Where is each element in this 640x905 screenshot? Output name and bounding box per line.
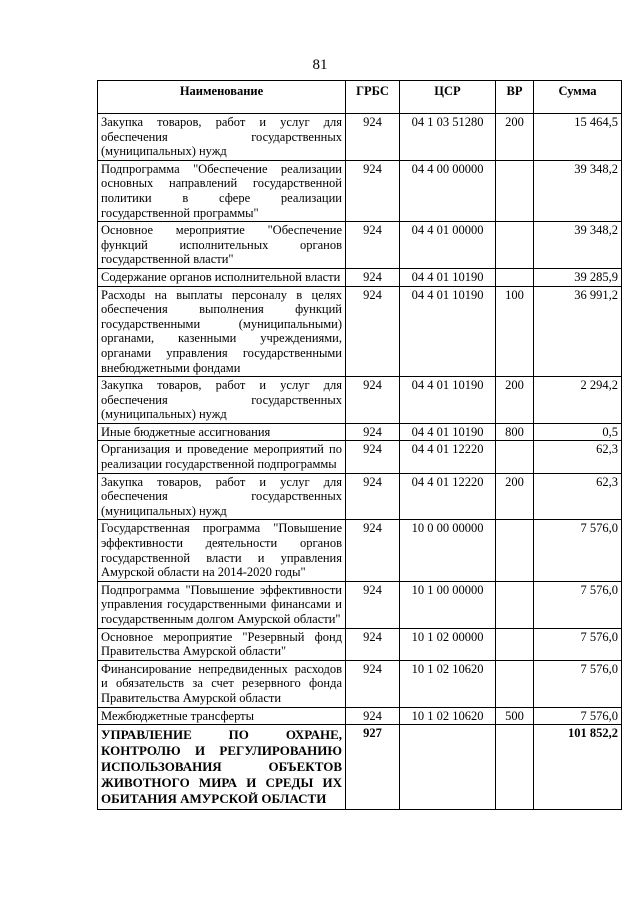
row-vr-cell: 800 [496, 423, 534, 441]
row-sum-cell: 62,3 [534, 441, 622, 473]
header-csr: ЦСР [400, 81, 496, 114]
row-grbs-cell: 924 [346, 377, 400, 424]
row-grbs-cell: 924 [346, 473, 400, 520]
row-name-cell: Основное мероприятие "Обеспечение функций исполнительных органов государственной власти" [98, 222, 346, 269]
row-grbs-cell: 924 [346, 628, 400, 660]
row-name-cell: Закупка товаров, работ и услуг для обеспечения государственных (муниципальных) нужд [98, 473, 346, 520]
table-row [98, 286, 622, 377]
row-vr-cell: 200 [496, 377, 534, 424]
header-grbs: ГРБС [346, 81, 400, 114]
row-vr-cell [496, 520, 534, 581]
table-row [98, 441, 622, 473]
table-row [98, 268, 622, 286]
table-row [98, 628, 622, 660]
row-sum-cell: 2 294,2 [534, 377, 622, 424]
row-csr-cell: 04 4 01 12220 [400, 441, 496, 473]
row-sum-cell: 7 576,0 [534, 581, 622, 628]
row-name-cell: Финансирование непредвиденных расходов и обязательств за счет резервного фонда Правительства Амурской области [98, 660, 346, 707]
header-vr: ВР [496, 81, 534, 114]
row-vr-cell: 500 [496, 707, 534, 725]
row-name-cell: Государственная программа "Повышение эффективности деятельности органов государственной власти и управления Амурской области на 2014-2020 годы" [98, 520, 346, 581]
table-row [98, 581, 622, 628]
table-row [98, 725, 622, 810]
row-vr-cell [496, 160, 534, 221]
table-row [98, 160, 622, 221]
row-vr-cell [496, 441, 534, 473]
row-csr-cell: 10 1 00 00000 [400, 581, 496, 628]
row-vr-cell [496, 660, 534, 707]
table-header-row [98, 81, 622, 114]
row-name-cell: Содержание органов исполнительной власти [98, 268, 346, 286]
row-csr-cell: 10 1 02 00000 [400, 628, 496, 660]
row-grbs-cell: 924 [346, 660, 400, 707]
row-name-cell: Закупка товаров, работ и услуг для обеспечения государственных (муниципальных) нужд [98, 377, 346, 424]
row-name-cell: Иные бюджетные ассигнования [98, 423, 346, 441]
table-row [98, 520, 622, 581]
row-grbs-cell: 927 [346, 725, 400, 810]
row-grbs-cell: 924 [346, 160, 400, 221]
row-csr-cell [400, 725, 496, 810]
row-sum-cell: 7 576,0 [534, 628, 622, 660]
row-csr-cell: 10 1 02 10620 [400, 660, 496, 707]
row-name-cell: Подпрограмма "Обеспечение реализации основных направлений государственной политики в сфере реализации государственной программы" [98, 160, 346, 221]
table-row [98, 377, 622, 424]
row-vr-cell [496, 268, 534, 286]
row-csr-cell: 04 4 01 10190 [400, 423, 496, 441]
row-csr-cell: 04 4 00 00000 [400, 160, 496, 221]
row-name-cell: УПРАВЛЕНИЕ ПО ОХРАНЕ, КОНТРОЛЮ И РЕГУЛИРОВАНИЮ ИСПОЛЬЗОВАНИЯ ОБЪЕКТОВ ЖИВОТНОГО МИРА И СРЕДЫ ИХ ОБИТАНИЯ АМУРСКОЙ ОБЛАСТИ [98, 725, 346, 810]
row-name-cell: Основное мероприятие "Резервный фонд Правительства Амурской области" [98, 628, 346, 660]
row-sum-cell: 15 464,5 [534, 114, 622, 161]
row-vr-cell [496, 581, 534, 628]
row-csr-cell: 10 0 00 00000 [400, 520, 496, 581]
row-name-cell: Закупка товаров, работ и услуг для обеспечения государственных (муниципальных) нужд [98, 114, 346, 161]
row-name-cell: Подпрограмма "Повышение эффективности управления государственными финансами и государственным долгом Амурской области" [98, 581, 346, 628]
row-csr-cell: 04 4 01 10190 [400, 268, 496, 286]
table-row [98, 423, 622, 441]
row-grbs-cell: 924 [346, 268, 400, 286]
row-csr-cell: 04 4 01 12220 [400, 473, 496, 520]
row-sum-cell: 0,5 [534, 423, 622, 441]
table-row [98, 473, 622, 520]
row-grbs-cell: 924 [346, 707, 400, 725]
row-grbs-cell: 924 [346, 114, 400, 161]
page-number: 81 [312, 57, 328, 73]
row-sum-cell: 39 285,9 [534, 268, 622, 286]
row-grbs-cell: 924 [346, 581, 400, 628]
row-name-cell: Расходы на выплаты персоналу в целях обеспечения выполнения функций государственными (муниципальными) органами, казенными учреждениями, органами управления государственными внебюджетными фондами [98, 286, 346, 377]
row-vr-cell [496, 628, 534, 660]
table-row [98, 222, 622, 269]
table-row [98, 660, 622, 707]
row-sum-cell: 62,3 [534, 473, 622, 520]
row-grbs-cell: 924 [346, 222, 400, 269]
table-body [98, 114, 622, 810]
row-grbs-cell: 924 [346, 423, 400, 441]
row-name-cell: Организация и проведение мероприятий по реализации государственной подпрограммы [98, 441, 346, 473]
row-sum-cell: 7 576,0 [534, 520, 622, 581]
row-sum-cell: 36 991,2 [534, 286, 622, 377]
row-csr-cell: 04 4 01 00000 [400, 222, 496, 269]
row-sum-cell: 7 576,0 [534, 707, 622, 725]
table-row [98, 114, 622, 161]
table-row [98, 707, 622, 725]
row-vr-cell: 100 [496, 286, 534, 377]
header-name: Наименование [98, 81, 346, 114]
row-csr-cell: 10 1 02 10620 [400, 707, 496, 725]
budget-table [97, 80, 622, 810]
row-grbs-cell: 924 [346, 441, 400, 473]
row-sum-cell: 39 348,2 [534, 160, 622, 221]
row-csr-cell: 04 4 01 10190 [400, 286, 496, 377]
row-csr-cell: 04 1 03 51280 [400, 114, 496, 161]
row-sum-cell: 101 852,2 [534, 725, 622, 810]
row-vr-cell: 200 [496, 473, 534, 520]
header-sum: Сумма [534, 81, 622, 114]
row-name-cell: Межбюджетные трансферты [98, 707, 346, 725]
row-vr-cell: 200 [496, 114, 534, 161]
row-grbs-cell: 924 [346, 286, 400, 377]
row-grbs-cell: 924 [346, 520, 400, 581]
row-csr-cell: 04 4 01 10190 [400, 377, 496, 424]
row-sum-cell: 39 348,2 [534, 222, 622, 269]
row-sum-cell: 7 576,0 [534, 660, 622, 707]
row-vr-cell [496, 222, 534, 269]
row-vr-cell [496, 725, 534, 810]
